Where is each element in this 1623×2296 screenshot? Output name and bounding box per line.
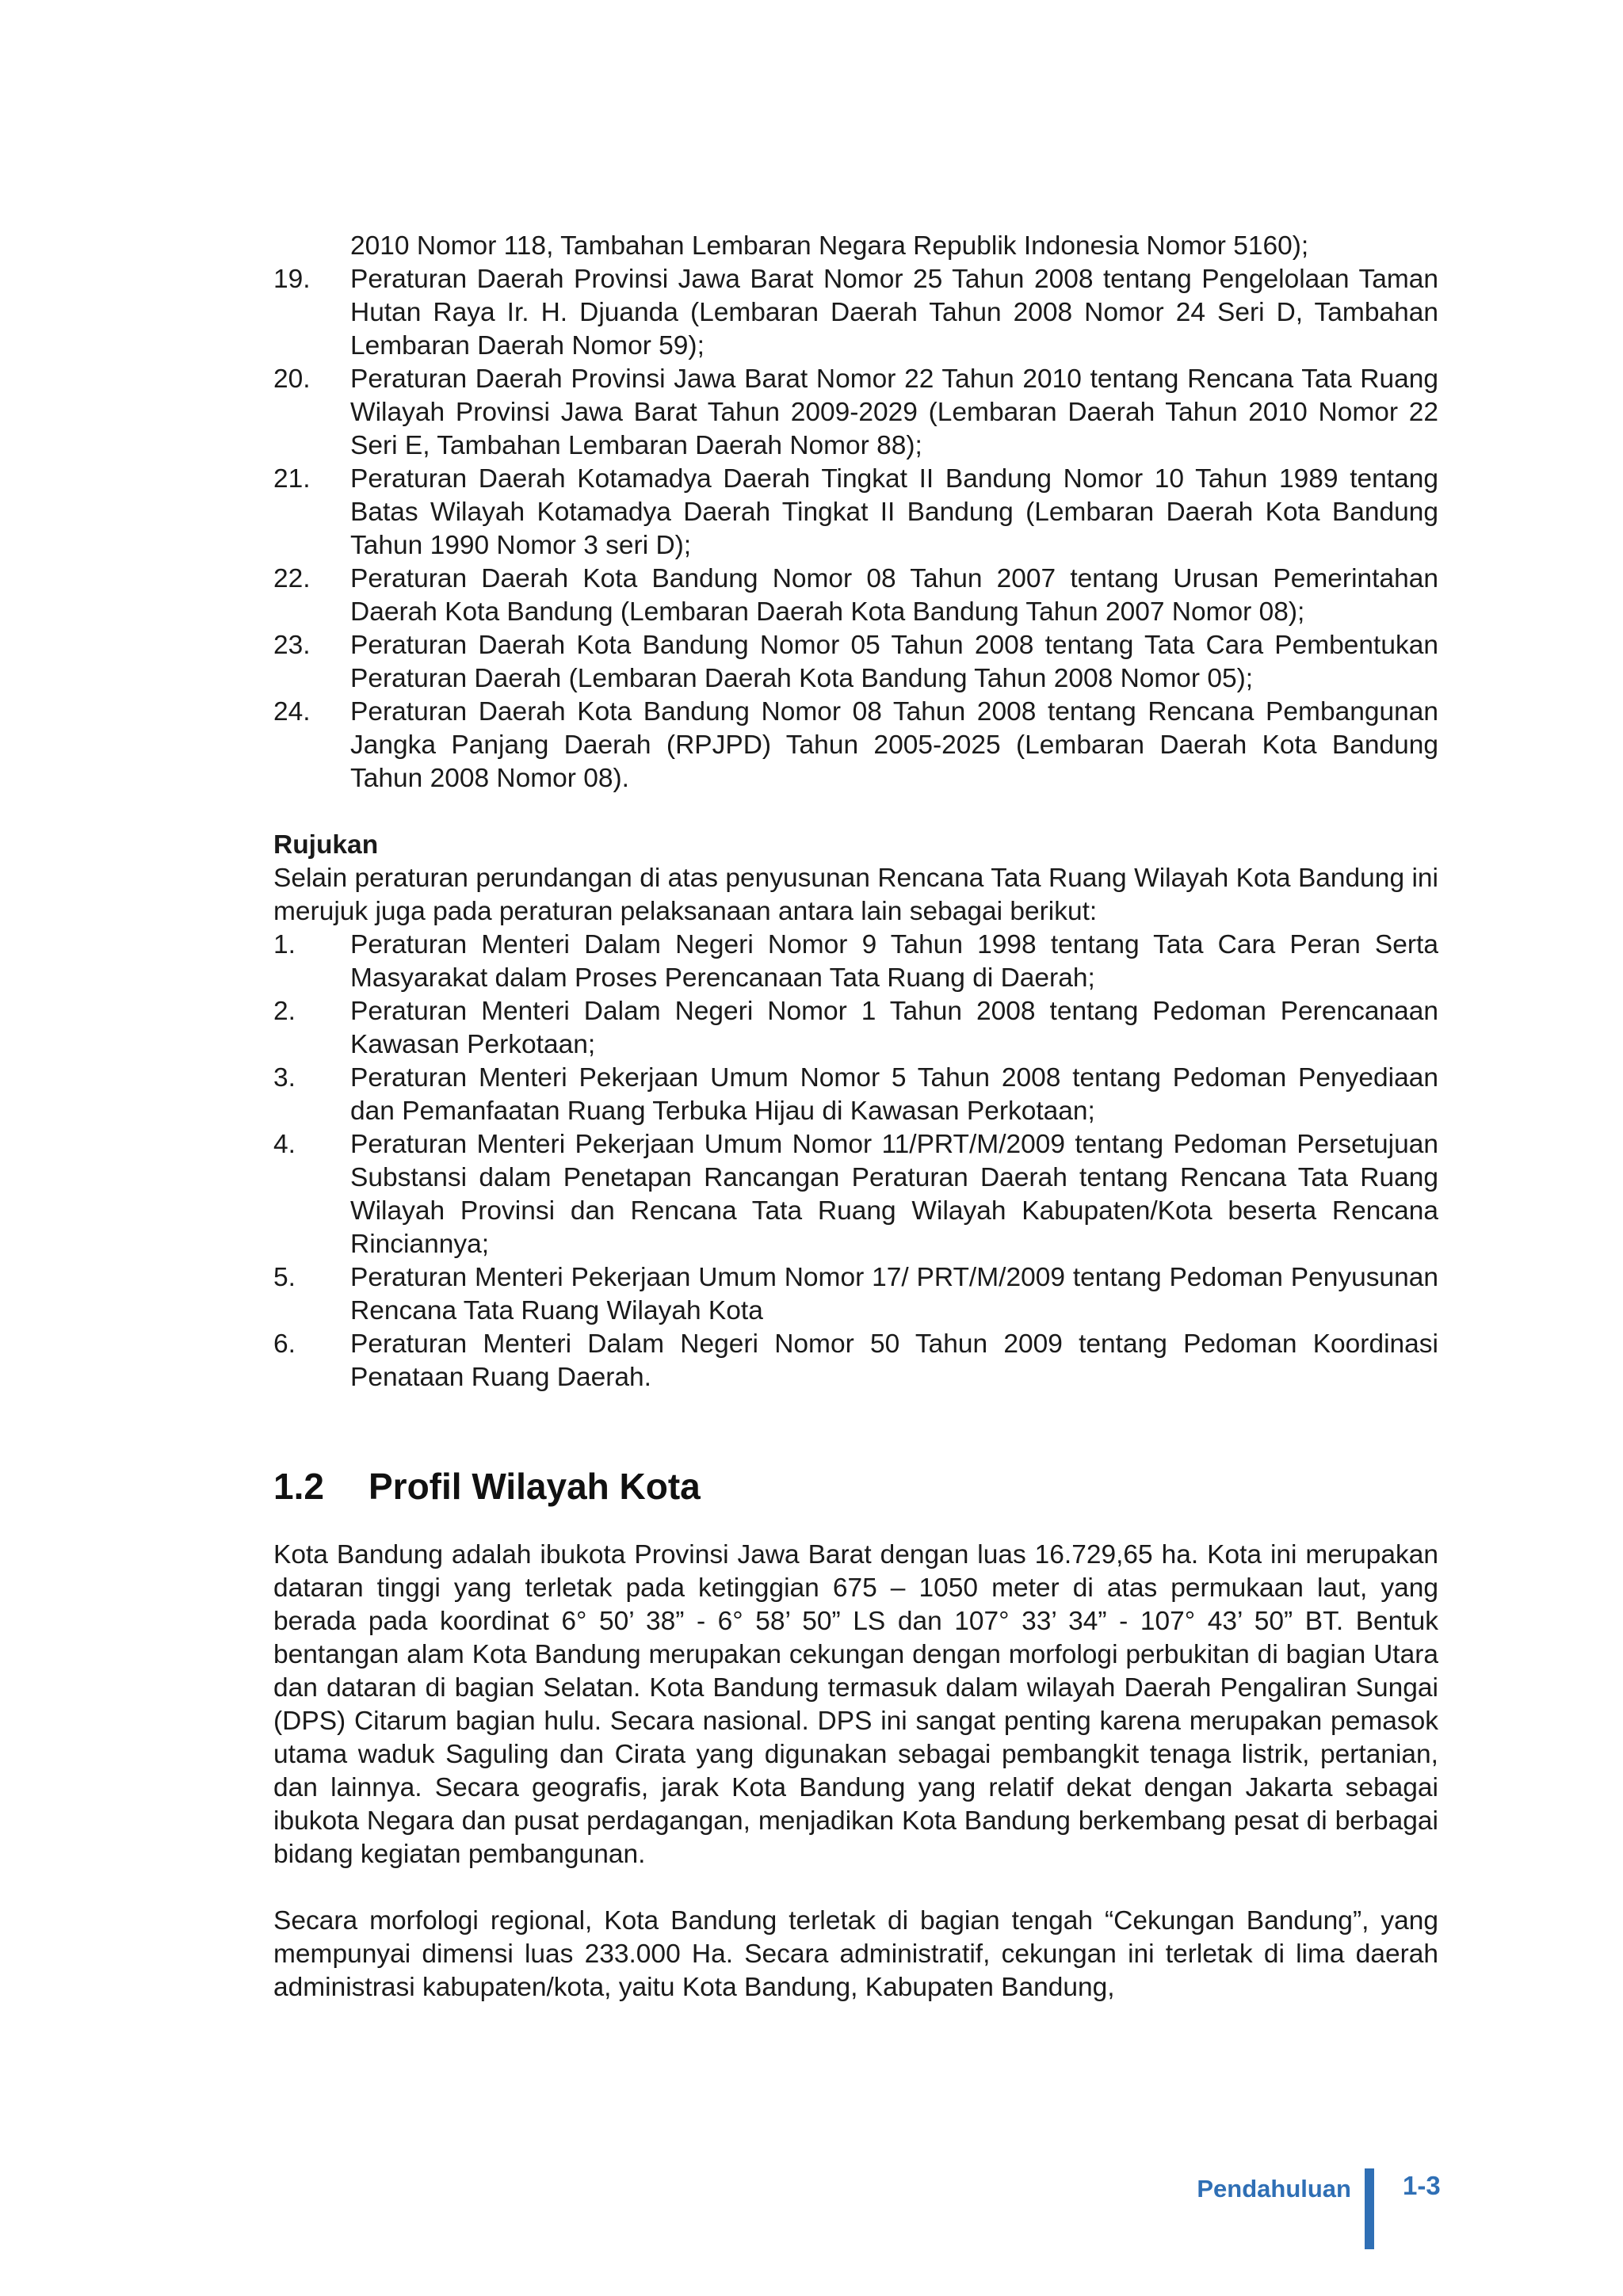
list-item-text: Peraturan Menteri Pekerjaan Umum Nomor 5 Tahun 2008 tentang Pedoman Penyediaan dan Pemanfaatan Ruang Terbuka Hijau di Kawasan Perkotaan;: [350, 1063, 1438, 1126]
list-item-number: 3.: [273, 1063, 296, 1093]
list-item: [273, 1261, 1438, 1328]
footer-divider-bar: [1365, 2168, 1374, 2249]
section-number: 1.2: [273, 1466, 324, 1507]
list-item: [273, 696, 1438, 795]
list-item-text: Peraturan Daerah Provinsi Jawa Barat Nomor 25 Tahun 2008 tentang Pengelolaan Taman Hutan Raya Ir. H. Djuanda (Lembaran Daerah Tahun 2008 Nomor 24 Seri D, Tambahan Lembaran Daerah Nomor 59);: [350, 265, 1438, 360]
list-item-number: 20.: [273, 364, 311, 394]
rujukan-list: [273, 929, 1438, 1394]
list-item: [273, 263, 1438, 363]
list-item: [273, 1328, 1438, 1394]
list-continuation: 2010 Nomor 118, Tambahan Lembaran Negara Republik Indonesia Nomor 5160);: [350, 231, 1309, 261]
list-item-number: 2.: [273, 997, 296, 1026]
section-title: Profil Wilayah Kota: [369, 1466, 701, 1507]
list-item: [273, 1128, 1438, 1261]
footer-chapter-label: Pendahuluan: [1197, 2175, 1351, 2203]
rujukan-heading: Rujukan: [273, 830, 379, 860]
list-item: [273, 563, 1438, 629]
list-item-text: Peraturan Daerah Kota Bandung Nomor 08 Tahun 2007 tentang Urusan Pemerintahan Daerah Kota Bandung (Lembaran Daerah Kota Bandung Tahun 2007 Nomor 08);: [350, 564, 1438, 627]
footer-page-number: 1-3: [1403, 2171, 1441, 2200]
body-paragraph: Kota Bandung adalah ibukota Provinsi Jawa Barat dengan luas 16.729,65 ha. Kota ini merupakan dataran tinggi yang terletak pada ketinggian 675 – 1050 meter di atas permukaan laut, yang berada pada koordinat 6° 50’ 38” - 6° 58’ 50” LS dan 107° 33’ 34” - 107° 43’ 50” BT. Bentuk bentangan alam Kota Bandung merupakan cekungan dengan morfologi perbukitan di bagian Utara dan dataran di bagian Selatan. Kota Bandung termasuk dalam wilayah Daerah Pengaliran Sungai (DPS) Citarum bagian hulu. Secara nasional. DPS ini sangat penting karena merupakan pemasok utama waduk Saguling dan Cirata yang digunakan sebagai pembangkit tenaga listrik, pertanian, dan lainnya. Secara geografis, jarak Kota Bandung yang relatif dekat dengan Jakarta sebagai ibukota Negara dan pusat perdagangan, menjadikan Kota Bandung berkembang pesat di berbagai bidang kegiatan pembangunan.: [273, 1540, 1438, 1869]
list-item-text: Peraturan Menteri Dalam Negeri Nomor 50 Tahun 2009 tentang Pedoman Koordinasi Penataan Ruang Daerah.: [350, 1329, 1438, 1392]
list-item: [273, 995, 1438, 1062]
list-item: [273, 363, 1438, 463]
list-item-number: 22.: [273, 564, 311, 593]
list-item-number: 4.: [273, 1130, 296, 1159]
rujukan-intro: Selain peraturan perundangan di atas penyusunan Rencana Tata Ruang Wilayah Kota Bandung ini merujuk juga pada peraturan pelaksanaan antara lain sebagai berikut:: [273, 864, 1438, 926]
list-item-number: 21.: [273, 464, 311, 494]
list-item-text: Peraturan Daerah Kotamadya Daerah Tingkat II Bandung Nomor 10 Tahun 1989 tentang Batas Wilayah Kotamadya Daerah Tingkat II Bandung (Lembaran Daerah Kota Bandung Tahun 1990 Nomor 3 seri D);: [350, 464, 1438, 560]
list-item-text: Peraturan Menteri Dalam Negeri Nomor 1 Tahun 2008 tentang Pedoman Perencanaan Kawasan Perkotaan;: [350, 997, 1438, 1059]
list-item: [273, 463, 1438, 563]
body-paragraph: Secara morfologi regional, Kota Bandung terletak di bagian tengah “Cekungan Bandung”, yang mempunyai dimensi luas 233.000 Ha. Secara administratif, cekungan ini terletak di lima daerah administrasi kabupaten/kota, yaitu Kota Bandung, Kabupaten Bandung,: [273, 1906, 1438, 2002]
list-item-number: 24.: [273, 697, 311, 727]
list-item: [273, 1062, 1438, 1128]
regulation-list: [273, 263, 1438, 795]
section-heading: [273, 1463, 1438, 1510]
list-item: [273, 629, 1438, 696]
list-item-text: Peraturan Daerah Kota Bandung Nomor 05 Tahun 2008 tentang Tata Cara Pembentukan Peraturan Daerah (Lembaran Daerah Kota Bandung Tahun 2008 Nomor 05);: [350, 631, 1438, 693]
list-item-number: 19.: [273, 265, 311, 294]
page-content: [273, 230, 1438, 2004]
list-item-text: Peraturan Menteri Dalam Negeri Nomor 9 Tahun 1998 tentang Tata Cara Peran Serta Masyarakat dalam Proses Perencanaan Tata Ruang di Daerah;: [350, 930, 1438, 993]
list-item-number: 5.: [273, 1263, 296, 1292]
list-item-number: 1.: [273, 930, 296, 959]
list-item-number: 6.: [273, 1329, 296, 1359]
list-item-number: 23.: [273, 631, 311, 660]
list-item-text: Peraturan Menteri Pekerjaan Umum Nomor 17/ PRT/M/2009 tentang Pedoman Penyusunan Rencana Tata Ruang Wilayah Kota: [350, 1263, 1438, 1325]
list-item-text: Peraturan Daerah Kota Bandung Nomor 08 Tahun 2008 tentang Rencana Pembangunan Jangka Panjang Daerah (RPJPD) Tahun 2005-2025 (Lembaran Daerah Kota Bandung Tahun 2008 Nomor 08).: [350, 697, 1438, 793]
list-item-text: Peraturan Menteri Pekerjaan Umum Nomor 11/PRT/M/2009 tentang Pedoman Persetujuan Substansi dalam Penetapan Rancangan Peraturan Daerah tentang Rencana Tata Ruang Wilayah Provinsi dan Rencana Tata Ruang Wilayah Kabupaten/Kota beserta Rencana Rinciannya;: [350, 1130, 1438, 1259]
list-item-text: Peraturan Daerah Provinsi Jawa Barat Nomor 22 Tahun 2010 tentang Rencana Tata Ruang Wilayah Provinsi Jawa Barat Tahun 2009-2029 (Lembaran Daerah Tahun 2010 Nomor 22 Seri E, Tambahan Lembaran Daerah Nomor 88);: [350, 364, 1438, 460]
list-item: [273, 929, 1438, 995]
